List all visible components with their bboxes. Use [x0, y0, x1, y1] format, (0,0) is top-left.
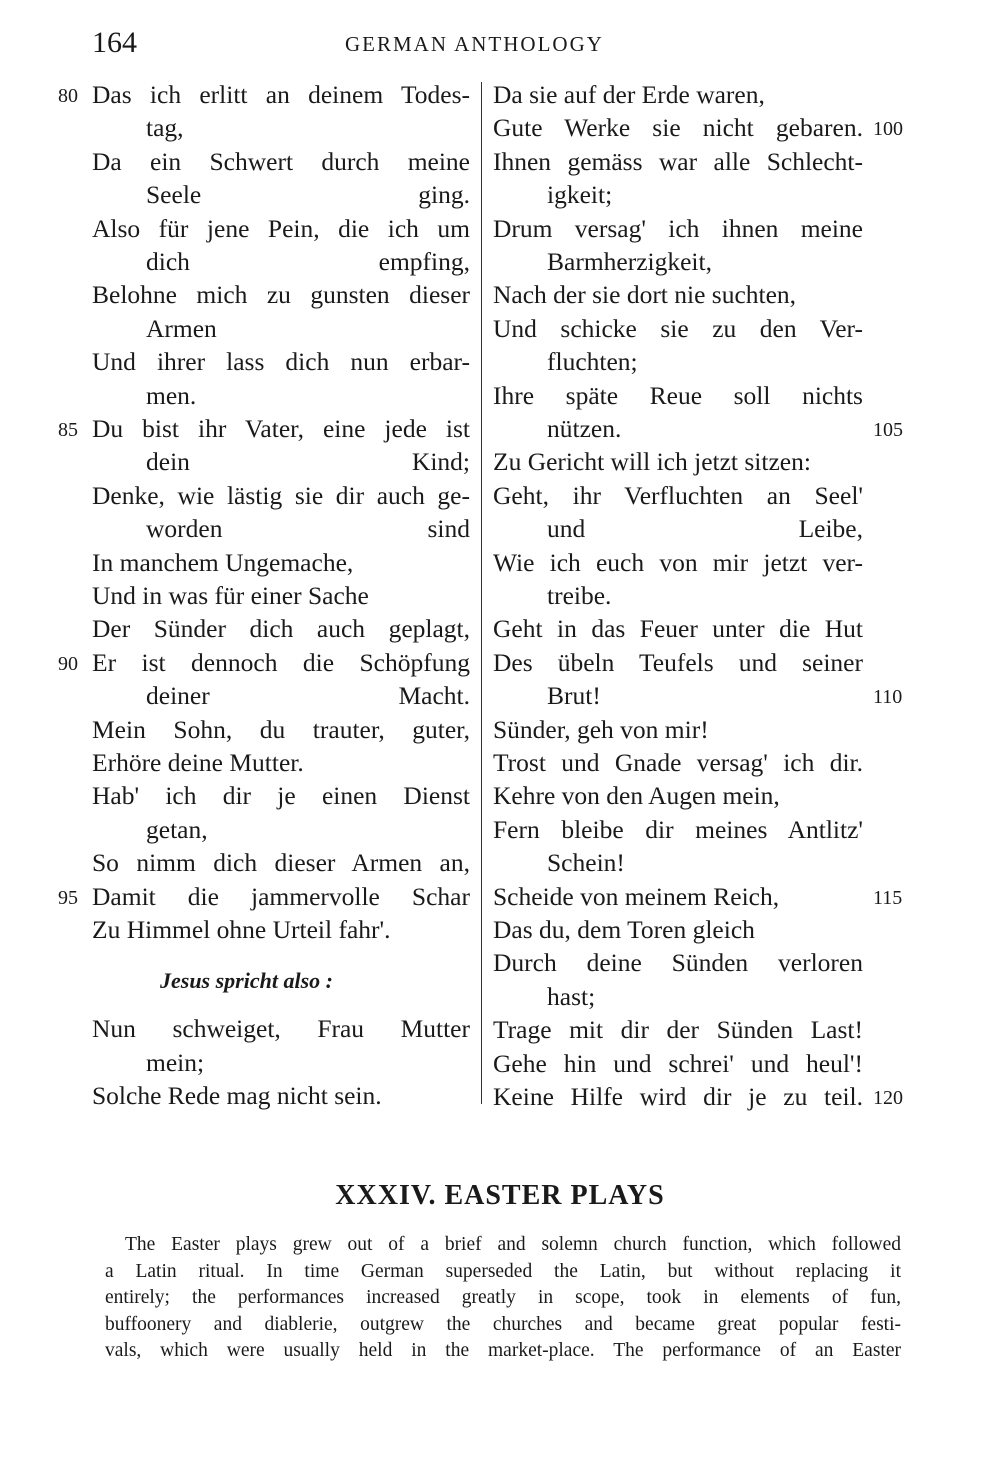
verse-line: Damit die jammervolle Schar: [92, 881, 470, 911]
verse-line: Trost und Gnade versag' ich dir.: [493, 748, 863, 777]
verse-line: In manchem Ungemache,: [92, 547, 354, 577]
verse-line: Also für jene Pein, die ich um: [92, 213, 470, 243]
line-number: 100: [873, 118, 903, 141]
line-number: 90: [58, 652, 78, 675]
line-number: 115: [873, 886, 903, 909]
verse-line: Erhöre deine Mutter.: [92, 748, 304, 777]
line-number: 95: [58, 886, 78, 909]
verse-line: Wie ich euch von mir jetzt ver-: [493, 547, 863, 577]
verse-line: deiner Macht.: [146, 681, 470, 711]
verse-line: Gehe hin und schrei' und heul'!: [493, 1048, 863, 1078]
verse-line: Gute Werke sie nicht gebaren.: [493, 113, 863, 143]
verse-line: hast;: [547, 981, 596, 1011]
verse-line: Geht, ihr Verfluchten an Seel': [493, 480, 863, 510]
verse-line: Und in was für einer Sache: [92, 581, 369, 610]
verse-line: Und ihrer lass dich nun erbar-: [92, 347, 470, 377]
verse-line: Barmherzigkeit,: [547, 247, 712, 276]
verse-line: Zu Himmel ohne Urteil fahr'.: [92, 915, 391, 944]
verse-line: igkeit;: [547, 180, 613, 210]
line-number: 80: [58, 85, 78, 107]
verse-line: men.: [146, 380, 197, 410]
verse-line: Fern bleibe dir meines Antlitz': [493, 814, 863, 844]
verse-line: dein Kind;: [146, 447, 470, 477]
column-divider: [481, 82, 482, 1104]
verse-line: Ihnen gemäss war alle Schlecht-: [493, 146, 863, 176]
section-title: XXXIV. EASTER PLAYS: [335, 1180, 665, 1211]
verse-line: nützen.: [547, 414, 622, 443]
line-number: 105: [873, 419, 903, 441]
running-title: GERMAN ANTHOLOGY: [345, 32, 604, 56]
verse-line: Kehre von den Augen mein,: [493, 781, 780, 811]
verse-line: dich empfing,: [146, 247, 470, 276]
verse-line: Des übeln Teufels und seiner: [493, 647, 863, 677]
verse-line: Trage mit dir der Sünden Last!: [493, 1015, 863, 1045]
verse-line: Ihre späte Reue soll nichts: [493, 380, 863, 410]
line-number: 110: [873, 686, 903, 709]
verse-line: Zu Gericht will ich jetzt sitzen:: [493, 447, 811, 477]
verse-line: Armen: [146, 313, 217, 343]
verse-line: Denke, wie lästig sie dir auch ge-: [92, 480, 470, 510]
verse-line: Da ein Schwert durch meine: [92, 146, 470, 176]
verse-line: getan,: [146, 814, 208, 844]
verse-line: Scheide von meinem Reich,: [493, 881, 780, 911]
verse-line: Solche Rede mag nicht sein.: [92, 1081, 382, 1111]
verse-line: mein;: [146, 1047, 205, 1077]
verse-line: Nach der sie dort nie suchten,: [493, 280, 797, 310]
intro-line: a Latin ritual. In time German superseded the Latin, but without replacing it: [105, 1260, 901, 1282]
verse-line: Das du, dem Toren gleich: [493, 915, 755, 944]
verse-line: und Leibe,: [547, 514, 863, 544]
verse-line: Brut!: [547, 681, 601, 711]
verse-line: Schein!: [547, 848, 625, 878]
page-header: [0, 22, 1000, 62]
verse-line: Du bist ihr Vater, eine jede ist: [92, 414, 470, 443]
verse-line: Geht in das Feuer unter die Hut: [493, 614, 863, 644]
intro-line: The Easter plays grew out of a brief and solemn church function, which followed: [125, 1234, 901, 1255]
verse-line: Und schicke sie zu den Ver-: [493, 313, 863, 343]
verse-line: Sünder, geh von mir!: [493, 714, 709, 744]
verse-line: Drum versag' ich ihnen meine: [493, 213, 863, 243]
intro-line: entirely; the performances increased greatly in scope, took in elements of fun,: [105, 1287, 901, 1308]
line-number: 85: [58, 419, 78, 441]
verse-line: Hab' ich dir je einen Dienst: [92, 781, 470, 811]
verse-line: Nun schweiget, Frau Mutter: [92, 1014, 470, 1044]
verse-line: Das ich erlitt an deinem Todes-: [92, 80, 470, 109]
verse-line: Mein Sohn, du trauter, guter,: [92, 714, 470, 744]
verse-line: Seele ging.: [146, 180, 470, 210]
verse-line: Durch deine Sünden verloren: [493, 948, 863, 978]
verse-line: tag,: [146, 113, 184, 143]
verse-line: worden sind: [146, 514, 470, 544]
verse-line: Belohne mich zu gunsten dieser: [92, 280, 470, 310]
verse-line: Er ist dennoch die Schöpfung: [92, 647, 470, 677]
line-number: 120: [873, 1087, 903, 1109]
verse-line: Da sie auf der Erde waren,: [493, 80, 765, 109]
verse-line: So nimm dich dieser Armen an,: [92, 848, 470, 878]
intro-line: buffoonery and diablerie, outgrew the churches and became great popular festi-: [105, 1313, 901, 1335]
verse-line: fluchten;: [547, 347, 638, 377]
verse-line: Der Sünder dich auch geplagt,: [92, 614, 470, 644]
verse-line: Keine Hilfe wird dir je zu teil.: [493, 1082, 863, 1111]
intro-line: vals, which were usually held in the market-place. The performance of an Easter: [105, 1340, 901, 1361]
speaker-heading: Jesus spricht also :: [160, 968, 333, 993]
page-number: 164: [92, 26, 137, 59]
verse-line: treibe.: [547, 581, 612, 610]
